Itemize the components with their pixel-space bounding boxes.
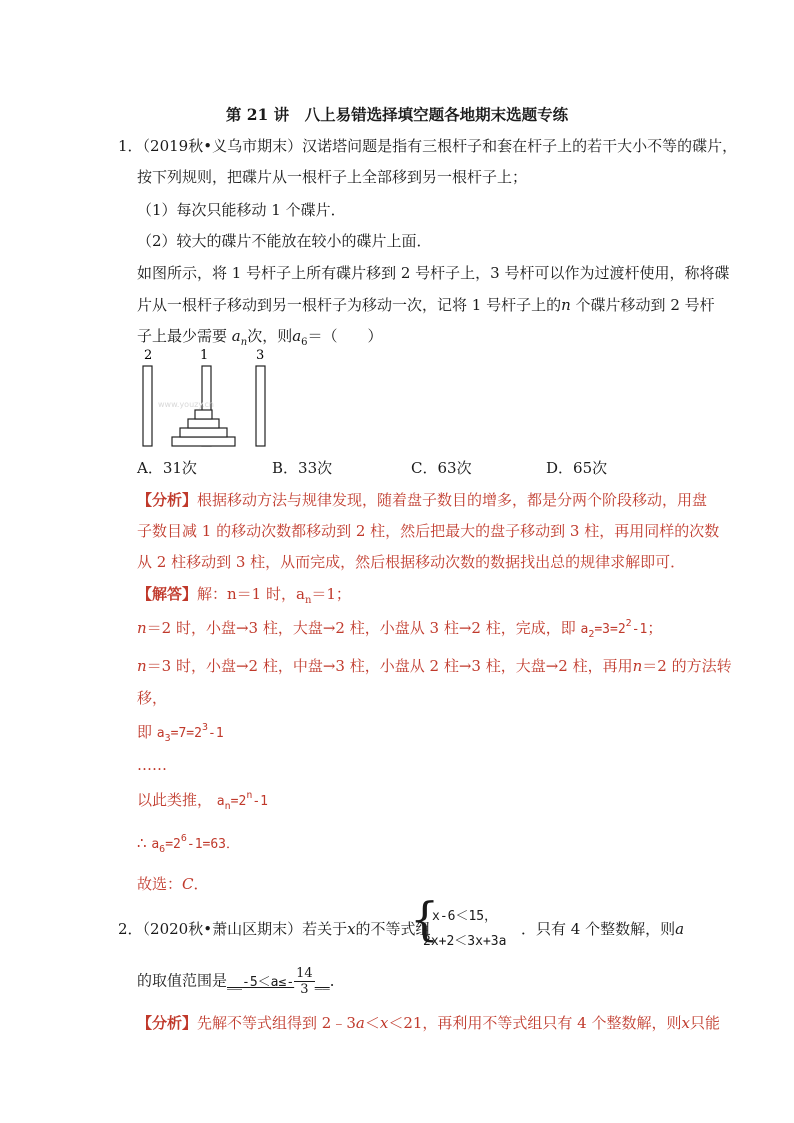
- q1-n3-var-2: n: [632, 657, 643, 675]
- q1-stem-4a: 片从一根杆子移动到另一根杆子为移动一次，记将 1 号杆子上的: [137, 296, 562, 314]
- an-formula-sub: n: [224, 801, 231, 812]
- disc-3: [180, 428, 227, 437]
- q1-stem-5a: 子上最少需要: [137, 327, 228, 345]
- q1-stem-5c: ＝（ ）: [307, 327, 383, 345]
- q1-var-a-sub: n: [240, 337, 248, 348]
- q2-analysis-1: [137, 1012, 720, 1033]
- fraction-numerator: 14: [296, 966, 313, 981]
- answer-tag: 【解答】: [137, 585, 198, 603]
- figure-watermark: www.youzy.cn: [158, 400, 214, 409]
- q1-choice: C: [182, 875, 194, 893]
- disc-1: [195, 410, 212, 419]
- q1-n2-end: ；: [647, 619, 663, 637]
- q1-answer-text-1b: ＝1；: [311, 585, 351, 603]
- q2-analysis-g: 只能: [689, 1014, 720, 1032]
- q2-stem-c: ．只有 4 个整数解，则: [521, 920, 676, 938]
- q1-stem-4: [137, 294, 715, 315]
- a3-formula-c: -1: [208, 726, 224, 741]
- peg-label-1: 1: [200, 348, 209, 363]
- peg-label-3: 3: [256, 348, 265, 363]
- q2-analysis-var-x2: x: [681, 1014, 690, 1032]
- q1-analog: 以此类推，: [137, 791, 213, 809]
- q1-var-a6-sub: 6: [301, 337, 308, 348]
- q1-a3-formula: [156, 722, 224, 744]
- a6-formula-c: -1=63．: [186, 837, 240, 852]
- q1-var-a6: a: [292, 327, 302, 345]
- option-b: B．33次: [272, 459, 333, 477]
- system-brace: {: [410, 892, 440, 946]
- analysis-tag: 【分析】: [137, 491, 198, 509]
- a6-formula-sub: 6: [159, 844, 166, 855]
- q1-answer-sub: n: [304, 595, 312, 606]
- q1-analysis-3: 从 2 柱移动到 3 柱，从而完成，然后根据移动次数的数据找出总的规律求解即可．: [137, 553, 686, 571]
- q1-therefore: ∴: [137, 834, 147, 852]
- q2-line2-text: 的取值范围是: [137, 971, 228, 990]
- q1-stem-2: 按下列规则，把碟片从一根杆子上全部移到另一根杆子上；: [137, 168, 528, 186]
- q1-choose: [137, 873, 209, 894]
- q2-blank-answer: -5＜a≤-: [242, 974, 295, 990]
- q1-an-formula: [216, 790, 268, 812]
- option-c: C．63次: [411, 459, 472, 477]
- q2-var-x: x: [347, 920, 356, 938]
- option-a: A．31次: [137, 459, 197, 477]
- q1-n3-var: n: [137, 657, 147, 675]
- q2-number: 2．: [118, 920, 143, 938]
- q2-line2-end: ．: [329, 971, 345, 990]
- n2-formula-sup: 2: [625, 618, 632, 629]
- q2-stem-b: 的不等式组: [355, 920, 431, 938]
- q1-stem-5: [137, 325, 383, 346]
- q2-stem-a: （2020秋•萧山区期末）若关于: [142, 920, 348, 938]
- q2-analysis-lt: ＜: [364, 1014, 380, 1032]
- a3-formula-a: a: [156, 726, 165, 741]
- q2-line1-right: [521, 918, 684, 939]
- an-formula-sup: n: [246, 790, 253, 801]
- peg-label-2: 2: [144, 348, 153, 363]
- peg-3: [256, 366, 265, 446]
- q2-fraction: [294, 966, 315, 997]
- disc-4: [172, 437, 235, 446]
- q1-n2-formula: [580, 618, 648, 640]
- q1-answer-a3: [137, 721, 224, 742]
- q1-stem-3: 如图所示，将 1 号杆子上所有碟片移到 2 号杆子上，3 号杆可以作为过渡杆使用，称将碟: [137, 264, 730, 282]
- inequality-2: 2x+2＜3x+3a: [423, 934, 507, 949]
- q2-line2: [137, 966, 345, 997]
- a6-formula-a: a: [151, 837, 160, 852]
- fraction-denominator: 3: [300, 982, 309, 997]
- q1-var-n: n: [561, 296, 571, 314]
- n2-formula-a: a: [580, 622, 589, 637]
- q1-number: 1．: [118, 137, 143, 155]
- q1-answer-n3: [137, 655, 732, 676]
- q1-choose-label: 故选：: [137, 875, 183, 893]
- q1-n3-text-2: ＝2 的方法转: [642, 657, 732, 675]
- q1-rule-2: （2）较大的碟片不能放在较小的碟片上面．: [137, 232, 432, 250]
- an-formula-b: =2: [230, 794, 247, 809]
- an-formula-c: -1: [252, 794, 268, 809]
- q2-analysis-a: 先解不等式组得到 2﹣3: [197, 1014, 356, 1032]
- q2-var-a: a: [675, 920, 685, 938]
- n2-formula-b: =3=2: [594, 622, 626, 637]
- peg-2: [143, 366, 152, 446]
- q1-n2-var: n: [137, 619, 147, 637]
- q1-rule-1: （1）每次只能移动 1 个碟片．: [137, 201, 346, 219]
- a3-formula-sup: 3: [201, 722, 208, 733]
- q1-ellipsis: ……: [137, 756, 167, 774]
- q1-stem-1: （2019秋•义乌市期末）汉诺塔问题是指有三根杆子和套在杆子上的若干大小不等的碟片，: [142, 137, 738, 155]
- an-formula-a: a: [216, 794, 225, 809]
- page-title: 第 21 讲 八上易错选择填空题各地期末选题专练: [225, 105, 569, 124]
- a6-formula-b: =2: [165, 837, 181, 852]
- a6-formula-sup: 6: [180, 833, 187, 844]
- q2-analysis-tag: 【分析】: [137, 1014, 198, 1032]
- q1-stem-4b: 个碟片移动到 2 号杆: [575, 296, 715, 314]
- a3-formula-sub: 3: [164, 733, 171, 744]
- n2-formula-sub: 2: [588, 629, 595, 640]
- q1-answer-n2: [137, 617, 662, 638]
- q1-ji: 即: [137, 723, 153, 741]
- inequality-1: x-6＜15，: [432, 909, 498, 924]
- hanoi-figure: [134, 344, 284, 450]
- q2-analysis-e: ＜21，再利用不等式组只有 4 个整数解，则: [388, 1014, 682, 1032]
- q1-analysis-text-1: 根据移动方法与规律发现，随着盘子数目的增多，都是分两个阶段移动，用盘: [197, 491, 708, 509]
- a3-formula-b: =7=2: [170, 726, 202, 741]
- q2-analysis-var-a: a: [355, 1014, 365, 1032]
- q1-n3-text: ＝3 时，小盘→2 柱，中盘→3 柱，小盘从 2 柱→3 柱，大盘→2 柱，再用: [146, 657, 633, 675]
- n2-formula-c: -1: [631, 622, 648, 637]
- q1-answer-n3-line2: 移，: [137, 689, 168, 707]
- option-d: D．65次: [546, 459, 608, 477]
- q1-line1: [118, 135, 737, 156]
- q1-answer-text-1: 解：n＝1 时，a: [197, 585, 305, 603]
- q2-line1-left: [118, 918, 431, 939]
- q2-blank: __-5＜a≤- $\frac{14}{3}$ __: [227, 966, 330, 997]
- q1-choose-end: ．: [193, 875, 209, 893]
- q2-analysis-var-x: x: [379, 1014, 389, 1032]
- q1-n2-text: ＝2 时，小盘→3 柱，大盘→2 柱，小盘从 3 柱→2 柱，完成，即: [146, 619, 576, 637]
- q1-answer-an: [137, 789, 268, 810]
- q1-analysis-2: 子数目减 1 的移动次数都移动到 2 柱，然后把最大的盘子移动到 3 柱，再用同样的次数: [137, 522, 720, 540]
- q1-var-a: a: [231, 327, 241, 345]
- q1-answer-a6: [137, 833, 240, 855]
- q1-stem-5b: 次，则: [247, 327, 293, 345]
- q1-answer-1: [137, 583, 351, 604]
- q1-analysis-1: [137, 489, 707, 510]
- disc-2: [188, 419, 219, 428]
- q1-a6-formula: [151, 833, 240, 855]
